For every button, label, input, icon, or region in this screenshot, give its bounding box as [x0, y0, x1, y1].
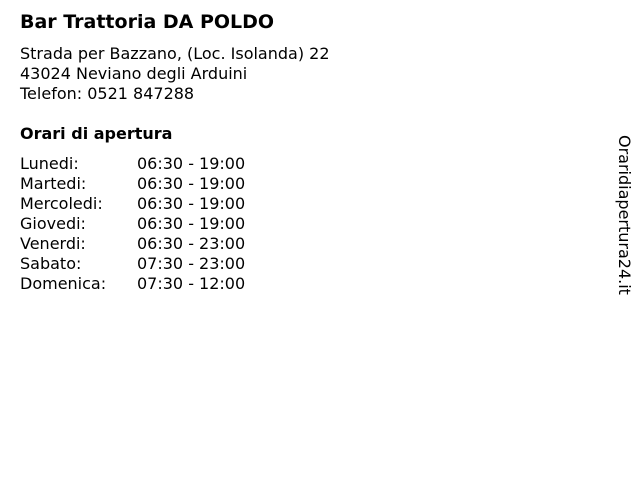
hours-row-friday — [20, 234, 267, 254]
business-name: Bar Trattoria DA POLDO — [20, 11, 275, 33]
day-label: Venerdi: — [20, 234, 86, 253]
hours-row-sunday — [20, 274, 267, 294]
hours-row-monday — [20, 154, 267, 174]
hours-row-tuesday — [20, 174, 267, 194]
hours-row-thursday — [20, 214, 267, 234]
phone-number: Telefon: 0521 847288 — [20, 84, 195, 103]
day-label: Sabato: — [20, 254, 82, 273]
time-range: 06:30 - 23:00 — [137, 234, 246, 253]
time-range: 07:30 - 23:00 — [137, 254, 246, 273]
opening-hours-list — [20, 154, 267, 294]
time-range: 06:30 - 19:00 — [137, 174, 246, 193]
time-range: 06:30 - 19:00 — [137, 154, 246, 173]
business-contact — [20, 44, 330, 104]
time-range: 06:30 - 19:00 — [137, 194, 246, 213]
day-label: Domenica: — [20, 274, 107, 293]
time-range: 07:30 - 12:00 — [137, 274, 246, 293]
time-range: 06:30 - 19:00 — [137, 214, 246, 233]
hours-row-wednesday — [20, 194, 267, 214]
address-line-2: 43024 Neviano degli Arduini — [20, 64, 248, 83]
day-label: Lunedi: — [20, 154, 79, 173]
site-watermark: Oraridiapertura24.it — [615, 135, 634, 295]
opening-hours-heading: Orari di apertura — [20, 124, 173, 143]
address-line-1: Strada per Bazzano, (Loc. Isolanda) 22 — [20, 44, 330, 63]
day-label: Mercoledi: — [20, 194, 103, 213]
day-label: Martedi: — [20, 174, 87, 193]
hours-row-saturday — [20, 254, 267, 274]
day-label: Giovedi: — [20, 214, 86, 233]
